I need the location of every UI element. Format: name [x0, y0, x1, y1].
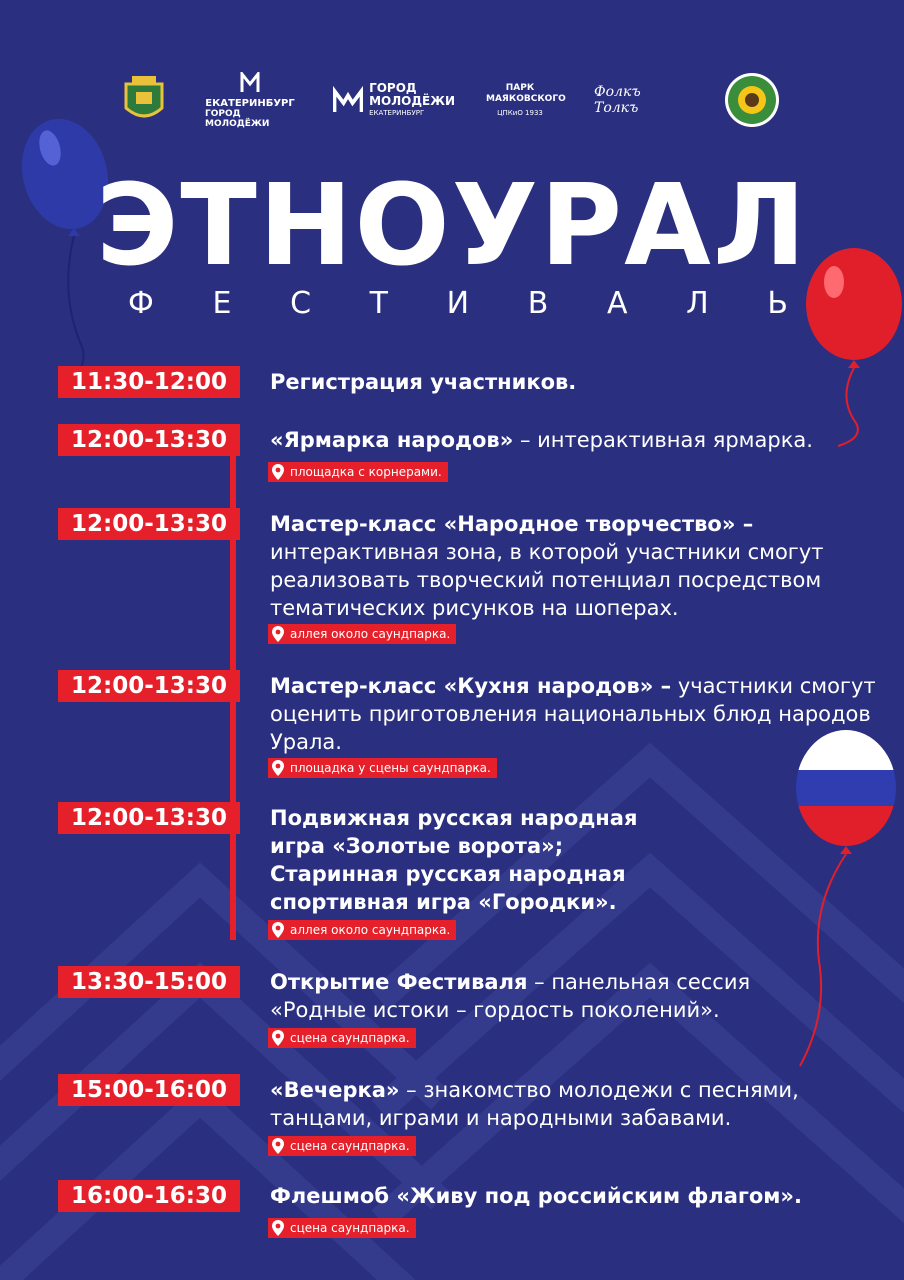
- event-title: Подвижная русская народная игра «Золотые ворота»; Старинная русская народная спортивная игра «Городки».: [270, 806, 638, 914]
- location-pin-icon: [272, 464, 284, 480]
- russian-flag-balloon-icon: [790, 728, 904, 1068]
- event-details: участники смогут оценить приготовления национальных блюд народов Урала.: [270, 674, 876, 754]
- time-badge: 11:30-12:00: [58, 366, 240, 398]
- time-badge: 16:00-16:30: [58, 1180, 240, 1212]
- ekb-youth-logo: [205, 68, 295, 132]
- park-logo-year: ЦПКиО 1933: [497, 109, 543, 117]
- folk-logo-text: Фолкъ Толкъ: [594, 84, 641, 116]
- location-tag: [268, 1136, 416, 1156]
- subtitle-letter: Е: [212, 286, 232, 321]
- event-title: «Ярмарка народов»: [270, 428, 514, 452]
- location-tag: [268, 1028, 416, 1048]
- event-title: «Вечерка»: [270, 1078, 400, 1102]
- gorod-logo-line1: ГОРОД: [369, 81, 417, 95]
- ekb-coat-of-arms-logo: [122, 68, 166, 132]
- event-description: [270, 1076, 830, 1132]
- ekb-logo-subtext: ГОРОД МОЛОДЁЖИ: [205, 108, 270, 129]
- location-text: сцена саундпарка.: [290, 1221, 410, 1235]
- event-title: Мастер-класс «Кухня народов» –: [270, 674, 672, 698]
- event-description: [270, 426, 880, 454]
- folk-tolk-logo: [594, 68, 686, 132]
- sunflower-icon: [723, 71, 781, 129]
- m-letter-icon: [240, 72, 260, 94]
- location-text: площадка у сцены саундпарка.: [290, 761, 491, 775]
- gorod-logo-line2: МОЛОДЁЖИ: [369, 94, 455, 108]
- event-details: – панельная сессия «Родные истоки – гордость поколений».: [270, 970, 751, 1022]
- location-text: сцена саундпарка.: [290, 1031, 410, 1045]
- gorod-logo-line3: ЕКАТЕРИНБУРГ: [369, 109, 425, 117]
- gorod-molodezhi-logo: [333, 68, 455, 132]
- time-badge: 15:00-16:00: [58, 1074, 240, 1106]
- event-title: Мастер-класс «Народное творчество» –: [270, 512, 754, 536]
- location-text: аллея около саундпарка.: [290, 923, 451, 937]
- event-description: [270, 804, 650, 916]
- location-pin-icon: [272, 922, 284, 938]
- subtitle-letter: Ф: [128, 286, 154, 321]
- location-pin-icon: [272, 1138, 284, 1154]
- location-pin-icon: [272, 626, 284, 642]
- time-badge: 12:00-13:30: [58, 802, 240, 834]
- location-text: сцена саундпарка.: [290, 1139, 410, 1153]
- event-title: Регистрация участников.: [270, 370, 577, 394]
- event-description: [270, 968, 790, 1024]
- subtitle-letter: А: [606, 286, 628, 321]
- location-pin-icon: [272, 760, 284, 776]
- event-details: – интерактивная ярмарка.: [513, 428, 813, 452]
- sunflower-logo: [722, 68, 782, 132]
- location-tag: [268, 758, 497, 778]
- location-pin-icon: [272, 1030, 284, 1046]
- event-title: Открытие Фестиваля: [270, 970, 528, 994]
- time-badge: 12:00-13:30: [58, 424, 240, 456]
- ekb-logo-text: ЕКАТЕРИНБУРГ: [205, 97, 295, 109]
- location-tag: [268, 624, 456, 644]
- park-mayakovsky-logo: [486, 68, 566, 132]
- festival-title: ЭТНОУРАЛ: [96, 161, 808, 291]
- subtitle-letter: Ь: [767, 286, 788, 321]
- location-tag: [268, 1218, 416, 1238]
- location-tag: [268, 462, 448, 482]
- time-badge: 13:30-15:00: [58, 966, 240, 998]
- subtitle-letter: Т: [369, 286, 388, 321]
- event-description: [270, 368, 880, 396]
- festival-subtitle: [128, 286, 788, 321]
- mountain-logo-icon: [333, 82, 363, 118]
- subtitle-letter: В: [527, 286, 549, 321]
- subtitle-letter: И: [446, 286, 470, 321]
- location-pin-icon: [272, 1220, 284, 1236]
- subtitle-letter: Л: [686, 286, 709, 321]
- subtitle-letter: С: [290, 286, 312, 321]
- park-logo-text: ПАРК МАЯКОВСКОГО: [486, 83, 566, 104]
- event-details: – знакомство молодежи с песнями, танцами, играми и народными забавами.: [270, 1078, 799, 1130]
- event-title: Флешмоб «Живу под российским флагом».: [270, 1184, 802, 1208]
- time-badge: 12:00-13:30: [58, 508, 240, 540]
- location-tag: [268, 920, 456, 940]
- time-badge: 12:00-13:30: [58, 670, 240, 702]
- event-description: [270, 672, 880, 756]
- location-text: аллея около саундпарка.: [290, 627, 451, 641]
- location-text: площадка с корнерами.: [290, 465, 442, 479]
- event-description: [270, 1182, 880, 1210]
- event-details: интерактивная зона, в которой участники смогут реализовать творческий потенциал посредством тематических рисунков на шоперах.: [270, 540, 824, 620]
- logo-row: [0, 68, 904, 138]
- event-description: [270, 510, 880, 622]
